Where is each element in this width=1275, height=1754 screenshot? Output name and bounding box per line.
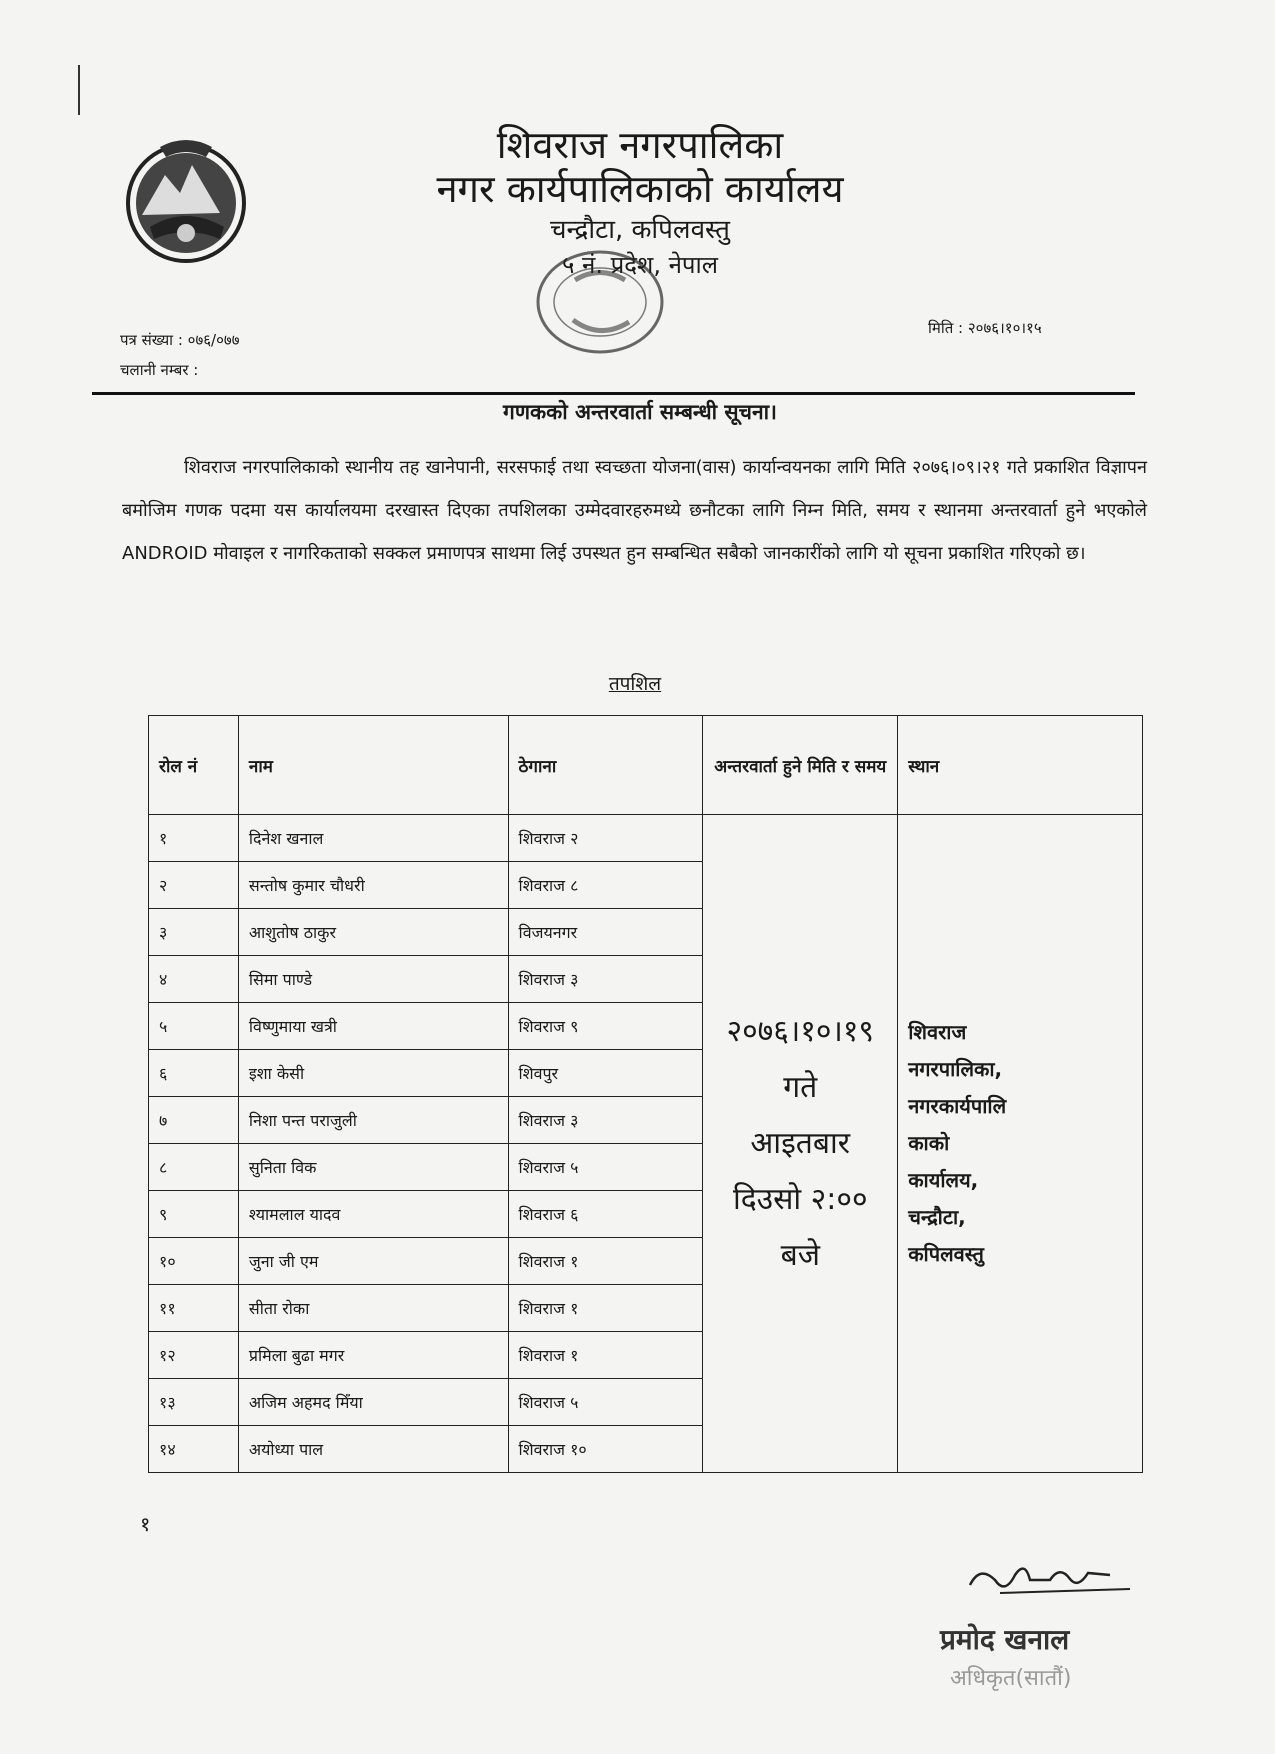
address-cell: शिवराज ९ xyxy=(508,1003,703,1050)
signature-mark xyxy=(960,1545,1140,1605)
name-cell: विष्णुमाया खत्री xyxy=(238,1003,508,1050)
notice-title: गणकको अन्तरवार्ता सम्बन्धी सूचना। xyxy=(503,400,777,424)
interview-venue-cell xyxy=(898,815,1143,1473)
address-cell: शिवराज १ xyxy=(508,1285,703,1332)
roll-cell: ७ xyxy=(149,1097,239,1144)
org-name: शिवराज नगरपालिका xyxy=(496,123,784,167)
interview-day: आइतबार xyxy=(750,1125,851,1161)
col-roll: रोल नं xyxy=(149,716,239,815)
name-cell: जुना जी एम xyxy=(238,1238,508,1285)
interview-date: २०७६।१०।१९ xyxy=(726,1013,875,1049)
name-cell: सुनिता विक xyxy=(238,1144,508,1191)
candidate-table xyxy=(148,715,1143,1473)
signer-name: प्रमोद खनाल xyxy=(940,1623,1070,1656)
address-cell: शिवराज १ xyxy=(508,1238,703,1285)
address-cell: शिवराज ३ xyxy=(508,1097,703,1144)
header-divider xyxy=(92,392,1135,395)
venue-line: चन्द्रौटा, xyxy=(908,1205,966,1229)
venue-line: शिवराज xyxy=(908,1020,967,1044)
name-cell: श्यामलाल यादव xyxy=(238,1191,508,1238)
address-cell: शिवराज १ xyxy=(508,1332,703,1379)
name-cell: निशा पन्त पराजुली xyxy=(238,1097,508,1144)
schedule-title: तपशिल xyxy=(608,673,662,695)
address-cell: शिवराज २ xyxy=(508,815,703,862)
address-line: चन्द्रौटा, कपिलवस्तु xyxy=(550,215,730,245)
name-cell: दिनेश खनाल xyxy=(238,815,508,862)
table-row xyxy=(149,815,1143,862)
office-seal-stamp xyxy=(525,240,675,370)
name-cell: सन्तोष कुमार चौधरी xyxy=(238,862,508,909)
venue-line: काको xyxy=(908,1131,950,1155)
interview-time-unit: बजे xyxy=(780,1237,820,1273)
venue-line: कपिलवस्तु xyxy=(908,1242,984,1266)
roll-cell: ११ xyxy=(149,1285,239,1332)
address-cell: शिवराज ३ xyxy=(508,956,703,1003)
venue-line: नगरपालिका, xyxy=(908,1057,1003,1081)
roll-cell: १० xyxy=(149,1238,239,1285)
venue-line: नगरकार्यपालि xyxy=(908,1094,1007,1118)
roll-cell: ५ xyxy=(149,1003,239,1050)
address-cell: शिवराज ६ xyxy=(508,1191,703,1238)
table-header-row xyxy=(149,716,1143,815)
roll-cell: १२ xyxy=(149,1332,239,1379)
roll-cell: ८ xyxy=(149,1144,239,1191)
roll-cell: १ xyxy=(149,815,239,862)
province-line: ५ नं. प्रदेश, नेपाल xyxy=(561,251,719,279)
name-cell: अजिम अहमद मिँया xyxy=(238,1379,508,1426)
interview-datetime-cell xyxy=(703,815,898,1473)
signer-title: अधिकृत(सातौं) xyxy=(950,1666,1072,1691)
col-name: नाम xyxy=(238,716,508,815)
notice-body: शिवराज नगरपालिकाको स्थानीय तह खानेपानी, सरसफाई तथा स्वच्छता योजना(वास) कार्यान्वयनका लागि मिति २०७६।०९।२१ गते प्रकाशित विज्ञापन बमोजिम गणक पदमा यस कार्यालयमा दरखास्त दिएका तपशिलका उम्मेदवारहरुमध्ये छनौटका लागि निम्न मिति, समय र स्थानमा अन्तरवार्ता हुने भएकोले ANDROID मोवाइल र नागरिकताको सक्कल प्रमाणपत्र साथमा लिई उपस्थत हुन सम्बन्धित सबैको जानकारींको लागि यो सूचना प्रकाशित गरिएको छ। xyxy=(122,457,1147,564)
address-cell: शिवराज ८ xyxy=(508,862,703,909)
name-cell: प्रमिला बुढा मगर xyxy=(238,1332,508,1379)
address-cell: शिवपुर xyxy=(508,1050,703,1097)
name-cell: इशा केसी xyxy=(238,1050,508,1097)
col-address: ठेगाना xyxy=(508,716,703,815)
page-number: १ xyxy=(140,1512,151,1536)
roll-cell: १४ xyxy=(149,1426,239,1473)
nepal-emblem-icon xyxy=(120,135,252,267)
address-cell: शिवराज ५ xyxy=(508,1379,703,1426)
roll-cell: २ xyxy=(149,862,239,909)
name-cell: सीता रोका xyxy=(238,1285,508,1332)
interview-time: दिउसो २:०० xyxy=(732,1181,868,1217)
letter-number: पत्र संख्या : ०७६/०७७ xyxy=(120,331,240,349)
roll-cell: ९ xyxy=(149,1191,239,1238)
dispatch-number: चलानी नम्बर : xyxy=(120,361,199,379)
name-cell: अयोध्या पाल xyxy=(238,1426,508,1473)
notice-date: मिति : २०७६।१०।१५ xyxy=(928,319,1042,337)
roll-cell: ४ xyxy=(149,956,239,1003)
office-name: नगर कार्यपालिकाको कार्यालय xyxy=(436,167,844,211)
col-venue: स्थान xyxy=(898,716,1143,815)
address-cell: शिवराज १० xyxy=(508,1426,703,1473)
address-cell: विजयनगर xyxy=(508,909,703,956)
col-datetime: अन्तरवार्ता हुने मिति र समय xyxy=(703,716,898,815)
address-cell: शिवराज ५ xyxy=(508,1144,703,1191)
roll-cell: १३ xyxy=(149,1379,239,1426)
name-cell: आशुतोष ठाकुर xyxy=(238,909,508,956)
margin-mark xyxy=(78,65,80,115)
name-cell: सिमा पाण्डे xyxy=(238,956,508,1003)
interview-date-suffix: गते xyxy=(783,1069,818,1105)
roll-cell: ३ xyxy=(149,909,239,956)
venue-line: कार्यालय, xyxy=(908,1168,979,1192)
roll-cell: ६ xyxy=(149,1050,239,1097)
